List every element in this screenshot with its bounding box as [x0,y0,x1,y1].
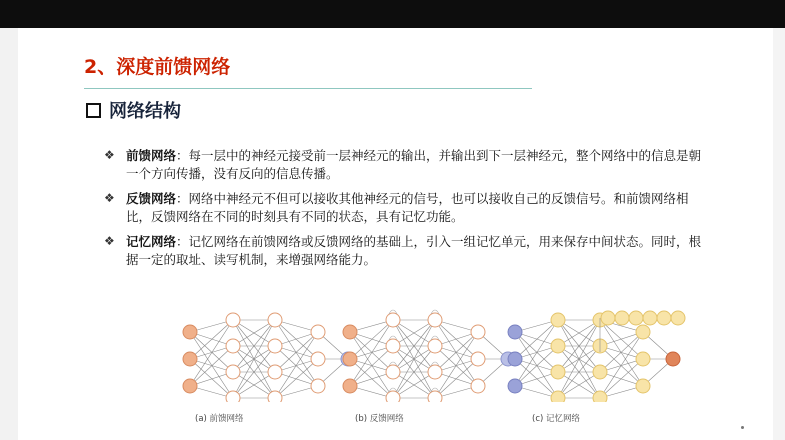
hidden-node [636,352,650,366]
bullet-term: 记忆网络 [126,234,177,249]
caption-feedforward: (a) 前馈网络 [195,414,244,424]
hidden-node [226,391,240,402]
bullet-text: 记忆网络在前馈网络或反馈网络的基础上，引入一组记忆单元，用来保存中间状态。同时，根据一定的取址、读写机制，来增强网络能力。 [126,234,702,267]
hidden-node [471,352,485,366]
memory-unit [643,311,657,325]
hidden-node [268,339,282,353]
hidden-node [428,339,442,353]
memory-unit [657,311,671,325]
bullet-text: 每一层中的神经元接受前一层神经元的输出，并输出到下一层神经元，整个网络中的信息是朝一个方向传播，没有反向的信息传播。 [126,148,702,181]
memory-unit [601,311,615,325]
caption-feedback: (b) 反馈网络 [355,414,404,424]
hidden-node [593,365,607,379]
network-diagrams [170,292,690,402]
hidden-node [386,339,400,353]
diamond-bullet-icon: ❖ [104,234,115,248]
bullet-term: 反馈网络 [126,191,177,206]
input-node [508,325,522,339]
hidden-node [268,365,282,379]
hidden-node [311,325,325,339]
bullet-separator: ： [176,148,189,163]
subsection-heading [86,97,181,123]
hidden-node [226,365,240,379]
input-node [183,352,197,366]
hidden-node [471,325,485,339]
diamond-bullet-icon: ❖ [104,191,115,205]
memory-unit [615,311,629,325]
input-node [508,352,522,366]
hidden-node [311,379,325,393]
right-margin [773,28,785,440]
hidden-node [471,379,485,393]
input-node [183,379,197,393]
hidden-node [226,339,240,353]
bullet-feedback [104,190,704,225]
hidden-node [311,352,325,366]
hidden-node [551,313,565,327]
bullet-separator: ： [176,234,189,249]
input-node [183,325,197,339]
hidden-node [636,379,650,393]
hidden-node [386,391,400,402]
bullet-term: 前馈网络 [126,148,177,163]
hidden-node [551,339,565,353]
memory-unit [671,311,685,325]
hidden-node [636,325,650,339]
left-margin [0,28,18,440]
output-node [666,352,680,366]
hidden-node [551,365,565,379]
caption-memory: (c) 记忆网络 [532,414,581,424]
hidden-node [428,313,442,327]
bullet-memory [104,233,704,268]
bullet-list [104,147,704,276]
input-node [343,352,357,366]
bullet-text: 网络中神经元不但可以接收其他神经元的信号，也可以接收自己的反馈信号。和前馈网络相比，反馈网络在不同的时刻具有不同的状态，具有记忆功能。 [126,191,689,224]
hidden-node [386,313,400,327]
bullet-feedforward [104,147,704,182]
title-divider [84,88,532,89]
hidden-node [551,391,565,402]
top-bar [0,0,785,28]
hidden-node [428,391,442,402]
memory-unit [629,311,643,325]
input-node [508,379,522,393]
checkbox-icon [86,103,101,118]
hidden-node [386,365,400,379]
input-node [343,325,357,339]
input-node [343,379,357,393]
diamond-bullet-icon: ❖ [104,148,115,162]
page-dot [741,426,744,429]
hidden-node [428,365,442,379]
hidden-node [226,313,240,327]
hidden-node [268,313,282,327]
hidden-node [593,391,607,402]
section-title: 2、深度前馈网络 [84,56,231,78]
bullet-separator: ： [176,191,189,206]
hidden-node [268,391,282,402]
subsection-title: 网络结构 [109,101,181,122]
